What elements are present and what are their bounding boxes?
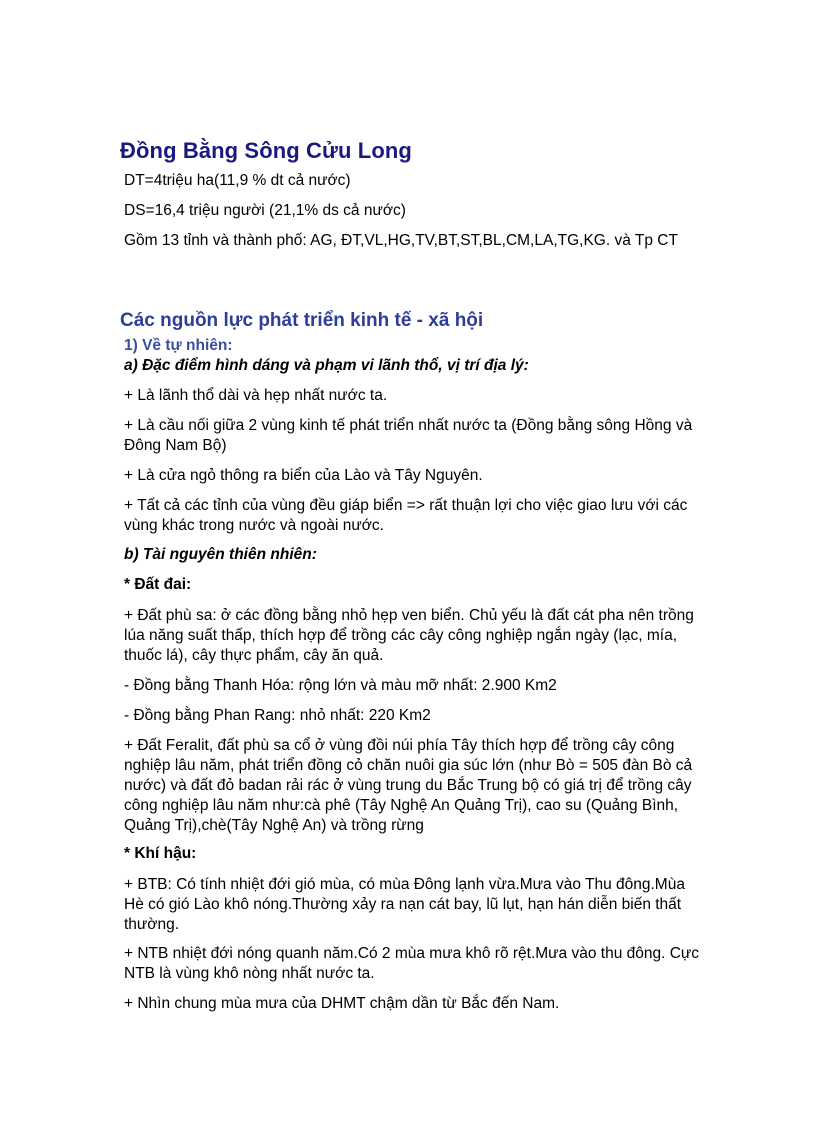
paragraph: + BTB: Có tính nhiệt đới gió mùa, có mùa Đông lạnh vừa.Mưa vào Thu đông.Mùa Hè có gió Lào khô nóng.Thường xảy ra nạn cát bay, lũ lụt, hạn hán diễn biến thất thường. [124,876,685,933]
section-heading: Các nguồn lực phát triển kinh tế - xã hội [120,310,484,331]
paragraph: + Là cầu nối giữa 2 vùng kinh tế phát triển nhất nước ta (Đồng bằng sông Hồng và Đông Nam Bộ) [124,417,693,454]
subsection-heading: 1) Về tự nhiên: [124,337,233,354]
paragraph: + Là cửa ngỏ thông ra biển của Lào và Tây Nguyên. [124,467,483,484]
population-info: DS=16,4 triệu người (21,1% ds cả nước) [124,202,406,219]
provinces-info: Gồm 13 tỉnh và thành phố: AG, ĐT,VL,HG,TV,BT,ST,BL,CM,LA,TG,KG. và Tp CT [124,232,678,249]
land-heading: * Đất đai: [124,576,192,593]
paragraph: + Tất cả các tỉnh của vùng đều giáp biển => rất thuận lợi cho việc giao lưu với các vùng khác trong nước và ngoài nước. [124,497,688,534]
paragraph: - Đồng bằng Phan Rang: nhỏ nhất: 220 Km2 [124,707,431,724]
part-b-heading: b) Tài nguyên thiên nhiên: [124,546,317,563]
paragraph: + Đất Feralit, đất phù sa cổ ở vùng đồi núi phía Tây thích hợp để trồng cây công nghiệp lâu năm, phát triển đồng cỏ chăn nuôi gia súc lớn (như Bò = 505 đàn Bò cả nước) và đất đỏ badan rải rác ở vùng trung du Bắc Trung bộ có giá trị để trồng cây công nghiệp lâu năm như:cà phê (Tây Nghệ An Quảng Trị), cao su (Quảng Bình, Quảng Trị),chè(Tây Nghệ An) và trồng rừng [124,737,693,834]
paragraph: - Đồng bằng Thanh Hóa: rộng lớn và màu mỡ nhất: 2.900 Km2 [124,677,557,694]
paragraph: + Đất phù sa: ở các đồng bằng nhỏ hẹp ven biển. Chủ yếu là đất cát pha nên trồng lúa năng suất thấp, thích hợp để trồng các cây công nghiệp ngắn ngày (lạc, mía, thuốc lá), cây thực phẩm, cây ăn quả. [124,607,694,664]
paragraph: + Nhìn chung mùa mưa của DHMT chậm dần từ Bắc đến Nam. [124,995,560,1012]
area-info: DT=4triệu ha(11,9 % dt cả nước) [124,172,351,189]
part-a-heading: a) Đặc điểm hình dáng và phạm vi lãnh thổ, vị trí địa lý: [124,357,529,374]
paragraph: + NTB nhiệt đới nóng quanh năm.Có 2 mùa mưa khô rõ rệt.Mưa vào thu đông. Cực NTB là vùng khô nòng nhất nước ta. [124,945,700,982]
paragraph: + Là lãnh thổ dài và hẹp nhất nước ta. [124,387,388,404]
climate-heading: * Khí hậu: [124,845,197,862]
document-title: Đồng Bằng Sông Cửu Long [120,138,412,163]
